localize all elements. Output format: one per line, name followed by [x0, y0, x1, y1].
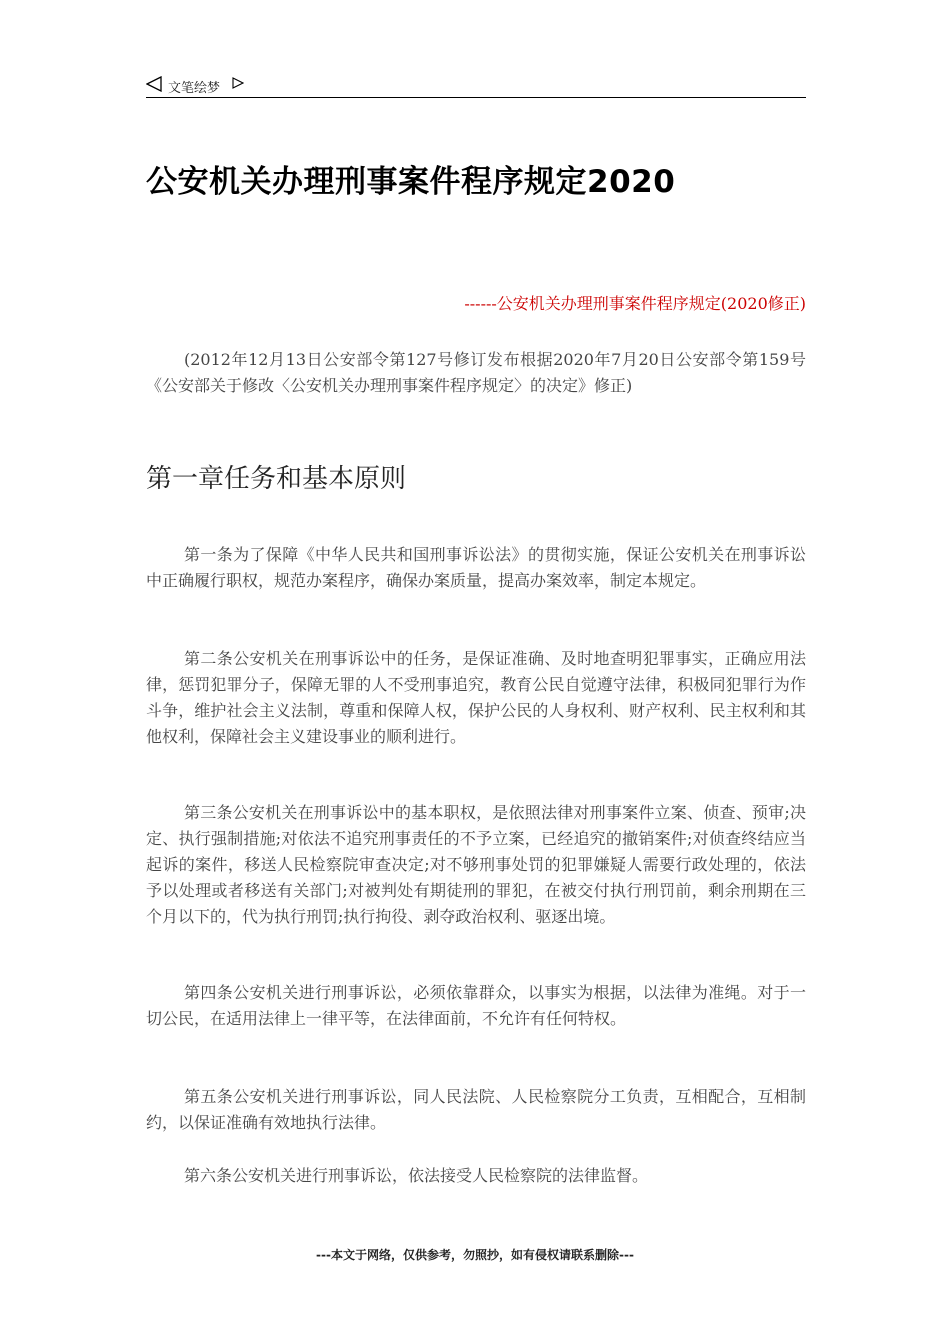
page-header [146, 74, 806, 98]
article-6: 第六条公安机关进行刑事诉讼，依法接受人民检察院的法律监督。 [184, 1166, 649, 1185]
article-5: 第五条公安机关进行刑事诉讼，同人民法院、人民检察院分工负责，互相配合，互相制约，以保证准确有效地执行法律。 [146, 1087, 806, 1132]
triangle-right-icon [232, 77, 244, 89]
page-footer: ---本文于网络，仅供参考，勿照抄，如有侵权请联系删除--- [316, 1248, 634, 1262]
article-4: 第四条公安机关进行刑事诉讼，必须依靠群众，以事实为根据，以法律为准绳。对于一切公民，在适用法律上一律平等，在法律面前，不允许有任何特权。 [146, 983, 806, 1028]
document-title: 公安机关办理刑事案件程序规定2020 [146, 164, 676, 200]
chapter-title: 第一章任务和基本原则 [146, 464, 407, 494]
article-1: 第一条为了保障《中华人民共和国刑事诉讼法》的贯彻实施，保证公安机关在刑事诉讼中正确履行职权，规范办案程序，确保办案质量，提高办案效率，制定本规定。 [146, 545, 806, 590]
article-3: 第三条公安机关在刑事诉讼中的基本职权，是依照法律对刑事案件立案、侦查、预审;决定、执行强制措施;对依法不追究刑事责任的不予立案，已经追究的撤销案件;对侦查终结应当起诉的案件，移送人民检察院审查决定;对不够刑事处罚的犯罪嫌疑人需要行政处理的，依法予以处理或者移送有关部门;对被判处有期徒刑的罪犯，在被交付执行刑罚前，剩余刑期在三个月以下的，代为执行刑罚;执行拘役、剥夺政治权利、驱逐出境。 [146, 803, 806, 926]
document-subtitle: ------公安机关办理刑事案件程序规定(2020修正) [464, 294, 806, 313]
header-rule [146, 97, 806, 98]
header-brand: 文笔绘梦 [168, 81, 221, 96]
triangle-left-icon [146, 76, 162, 92]
article-2: 第二条公安机关在刑事诉讼中的任务，是保证准确、及时地查明犯罪事实，正确应用法律，惩罚犯罪分子，保障无罪的人不受刑事追究，教育公民自觉遵守法律，积极同犯罪行为作斗争，维护社会主义法制，尊重和保障人权，保护公民的人身权利、财产权利、民主权利和其他权利，保障社会主义建设事业的顺利进行。 [146, 649, 806, 746]
preface-paragraph: (2012年12月13日公安部令第127号修订发布根据2020年7月20日公安部令第159号《公安部关于修改〈公安机关办理刑事案件程序规定〉的决定》修正) [146, 350, 806, 395]
